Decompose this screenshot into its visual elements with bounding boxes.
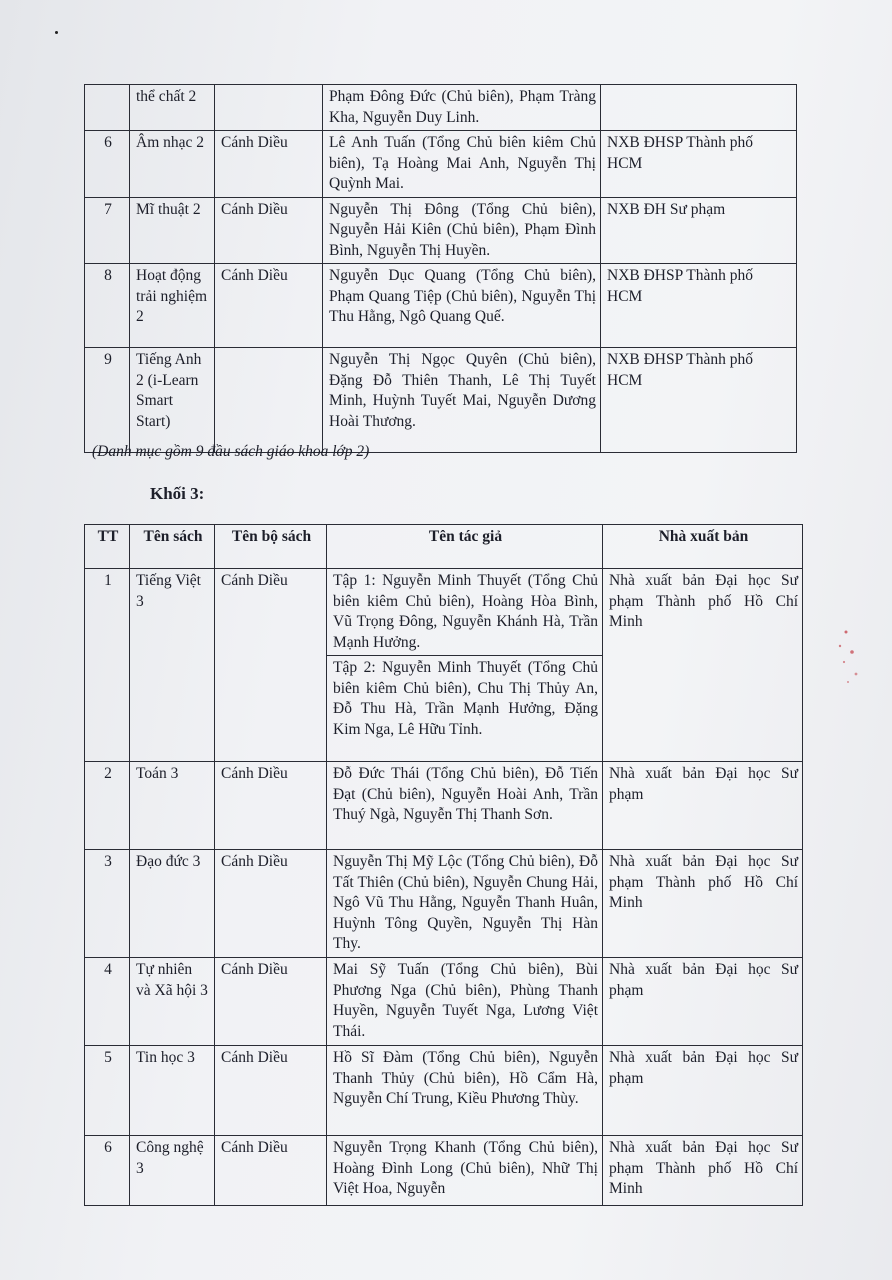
authors-vol1-cell: Tập 1: Nguyễn Minh Thuyết (Tổng Chủ biên kiêm Chủ biên), Hoàng Hòa Bình, Vũ Trọng Đông, Nguyễn Khánh Hà, Trần Mạnh Hưởng.: [327, 569, 603, 656]
series-cell: Cánh Diều: [215, 1136, 327, 1206]
series-cell: Cánh Diều: [215, 197, 323, 264]
authors-cell: Nguyễn Thị Đông (Tổng Chủ biên), Nguyễn Hải Kiên (Chủ biên), Phạm Đình Bình, Nguyễn Thị Huyền.: [323, 197, 601, 264]
series-cell: Cánh Diều: [215, 1046, 327, 1136]
publisher-cell: Nhà xuất bản Đại học Sư phạm: [603, 762, 803, 850]
header-authors: Tên tác giả: [327, 525, 603, 569]
authors-cell: Đỗ Đức Thái (Tổng Chủ biên), Đỗ Tiến Đạt (Chủ biên), Nguyễn Hoài Anh, Trần Thuý Ngà, Nguyễn Thị Thanh Sơn.: [327, 762, 603, 850]
book-name-cell: Hoạt động trải nghiệm 2: [130, 264, 215, 348]
tt-cell: 1: [85, 569, 130, 762]
tt-cell: 7: [85, 197, 130, 264]
table-row: [85, 762, 803, 850]
authors-cell: Nguyễn Thị Mỹ Lộc (Tổng Chủ biên), Đỗ Tất Thiên (Chủ biên), Nguyễn Chung Hải, Ngô Vũ Thu Hằng, Nguyễn Thanh Huân, Huỳnh Tông Quyền, Nguyễn Thị Hàn Thy.: [327, 850, 603, 958]
publisher-cell: NXB ĐH Sư phạm: [601, 197, 797, 264]
grade2-books-table: [84, 84, 797, 453]
series-cell: Cánh Diều: [215, 850, 327, 958]
ink-dot: [55, 31, 58, 34]
publisher-cell: NXB ĐHSP Thành phố HCM: [601, 348, 797, 453]
book-name-cell: Âm nhạc 2: [130, 131, 215, 198]
authors-cell: Nguyễn Thị Ngọc Quyên (Chủ biên), Đặng Đỗ Thiên Thanh, Lê Thị Tuyết Minh, Huỳnh Tuyết Mai, Nguyễn Dương Hoài Thương.: [323, 348, 601, 453]
table-row: [85, 85, 797, 131]
table-row: [85, 958, 803, 1046]
publisher-cell: Nhà xuất bản Đại học Sư phạm: [603, 1046, 803, 1136]
book-name-cell: Tin học 3: [130, 1046, 215, 1136]
book-name-cell: Toán 3: [130, 762, 215, 850]
book-name-cell: Tiếng Anh 2 (i-Learn Smart Start): [130, 348, 215, 453]
table-row: [85, 569, 803, 656]
table-row: [85, 1136, 803, 1206]
tt-cell: 4: [85, 958, 130, 1046]
publisher-cell: [601, 85, 797, 131]
table-header-row: [85, 525, 803, 569]
publisher-cell: NXB ĐHSP Thành phố HCM: [601, 131, 797, 198]
book-name-cell: Mĩ thuật 2: [130, 197, 215, 264]
book-name-cell: Tự nhiên và Xã hội 3: [130, 958, 215, 1046]
series-cell: Cánh Diều: [215, 131, 323, 198]
tt-cell: 6: [85, 131, 130, 198]
table-row: [85, 850, 803, 958]
table-row: [85, 1046, 803, 1136]
header-series: Tên bộ sách: [215, 525, 327, 569]
publisher-cell: Nhà xuất bản Đại học Sư phạm Thành phố Hồ Chí Minh: [603, 850, 803, 958]
book-name-cell: Tiếng Việt 3: [130, 569, 215, 762]
publisher-cell: Nhà xuất bản Đại học Sư phạm: [603, 958, 803, 1046]
header-book-name: Tên sách: [130, 525, 215, 569]
book-name-cell: Đạo đức 3: [130, 850, 215, 958]
tt-cell: 5: [85, 1046, 130, 1136]
section-heading: Khối 3:: [150, 484, 205, 503]
series-cell: Cánh Diều: [215, 569, 327, 762]
series-cell: Cánh Diều: [215, 958, 327, 1046]
table-row: [85, 197, 797, 264]
authors-cell: Mai Sỹ Tuấn (Tổng Chủ biên), Bùi Phương Nga (Chủ biên), Phùng Thanh Huyền, Nguyễn Tuyết Nga, Lương Việt Thái.: [327, 958, 603, 1046]
authors-vol2-cell: Tập 2: Nguyễn Minh Thuyết (Tổng Chủ biên kiêm Chủ biên), Chu Thị Thủy An, Đỗ Thu Hà, Trần Mạnh Hưởng, Đặng Kim Nga, Lê Hữu Tỉnh.: [327, 656, 603, 762]
table-row: [85, 131, 797, 198]
book-name-cell: Công nghệ 3: [130, 1136, 215, 1206]
authors-cell: Nguyễn Dục Quang (Tổng Chủ biên), Phạm Quang Tiệp (Chủ biên), Nguyễn Thị Thu Hằng, Ngô Quang Quế.: [323, 264, 601, 348]
tt-cell: 8: [85, 264, 130, 348]
series-cell: [215, 85, 323, 131]
red-ink-smudge: [826, 622, 870, 690]
series-cell: Cánh Diều: [215, 762, 327, 850]
table-note: (Danh mục gồm 9 đầu sách giáo khoa lớp 2): [92, 443, 370, 460]
series-cell: [215, 348, 323, 453]
publisher-cell: NXB ĐHSP Thành phố HCM: [601, 264, 797, 348]
book-name-cell: thể chất 2: [130, 85, 215, 131]
header-tt: TT: [85, 525, 130, 569]
authors-cell: Lê Anh Tuấn (Tổng Chủ biên kiêm Chủ biên), Tạ Hoàng Mai Anh, Nguyễn Thị Quỳnh Mai.: [323, 131, 601, 198]
grade3-books-table: [84, 524, 803, 1206]
tt-cell: 2: [85, 762, 130, 850]
table-row: [85, 348, 797, 453]
authors-cell: Hồ Sĩ Đàm (Tổng Chủ biên), Nguyễn Thanh Thủy (Chủ biên), Hồ Cẩm Hà, Nguyễn Chí Trung, Kiều Phương Thùy.: [327, 1046, 603, 1136]
series-cell: Cánh Diều: [215, 264, 323, 348]
publisher-cell: Nhà xuất bản Đại học Sư phạm Thành phố Hồ Chí Minh: [603, 1136, 803, 1206]
header-publisher: Nhà xuất bản: [603, 525, 803, 569]
tt-cell: 9: [85, 348, 130, 453]
authors-cell: Nguyễn Trọng Khanh (Tổng Chủ biên), Hoàng Đình Long (Chủ biên), Nhữ Thị Việt Hoa, Nguyễn: [327, 1136, 603, 1206]
tt-cell: [85, 85, 130, 131]
tt-cell: 3: [85, 850, 130, 958]
authors-cell: Phạm Đông Đức (Chủ biên), Phạm Tràng Kha, Nguyễn Duy Linh.: [323, 85, 601, 131]
tt-cell: 6: [85, 1136, 130, 1206]
table-row: [85, 264, 797, 348]
publisher-cell: Nhà xuất bản Đại học Sư phạm Thành phố Hồ Chí Minh: [603, 569, 803, 762]
